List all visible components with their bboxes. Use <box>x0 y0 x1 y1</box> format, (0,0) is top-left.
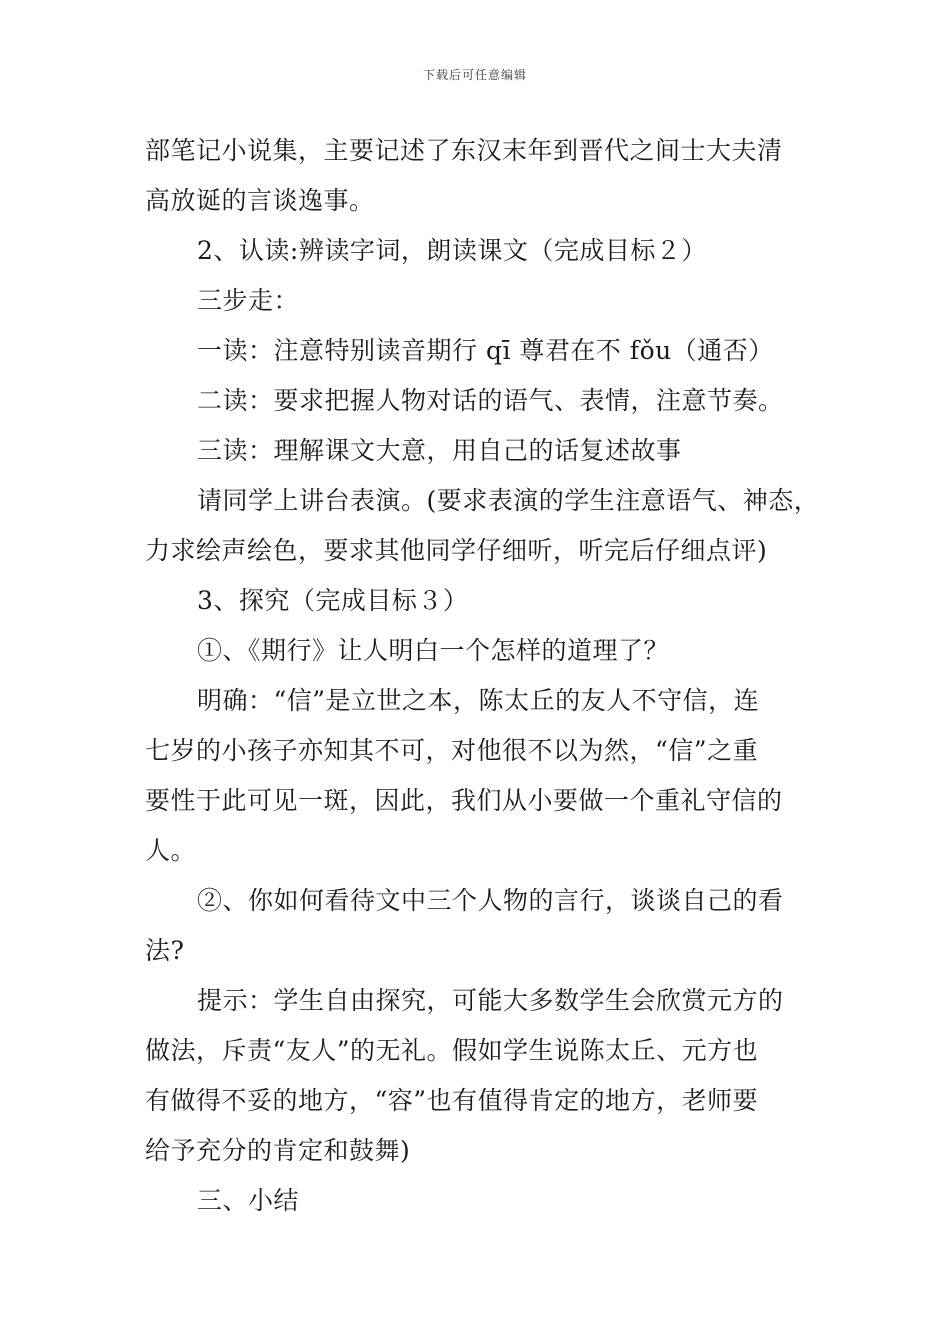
text-line: 三、小结 <box>197 1186 300 1215</box>
text-line: 三步走： <box>197 286 300 315</box>
text-line: 要性于此可见一斑，因此，我们从小要做一个重礼守信的 <box>145 786 783 815</box>
text-line: 2、认读:辨读字词，朗读课文（完成目标２） <box>197 236 707 265</box>
text-line: 请同学上讲台表演。(要求表演的学生注意语气、神态， <box>197 486 820 515</box>
text-line: 七岁的小孩子亦知其不可，对他很不以为然，“信”之重 <box>145 736 759 765</box>
text-line: 法? <box>145 936 185 965</box>
text-line: 力求绘声绘色，要求其他同学仔细听，听完后仔细点评) <box>145 536 768 565</box>
text-line: 3、探究（完成目标３） <box>197 586 469 615</box>
text-line: ②、你如何看待文中三个人物的言行，谈谈自己的看 <box>197 886 784 915</box>
text-line: 二读：要求把握人物对话的语气、表情，注意节奏。 <box>197 386 784 415</box>
text-line: 给予充分的肯定和鼓舞) <box>145 1136 411 1165</box>
text-line: 明确：“信”是立世之本，陈太丘的友人不守信，连 <box>197 686 760 715</box>
document-body <box>145 126 825 1226</box>
text-line: 部笔记小说集，主要记述了东汉末年到晋代之间士大夫清 <box>145 136 783 165</box>
text-line: 三读：理解课文大意，用自己的话复述故事 <box>197 436 682 465</box>
page-header: 下载后可任意编辑 <box>422 68 527 82</box>
text-line: 高放诞的言谈逸事。 <box>145 186 375 215</box>
text-line: 人。 <box>145 836 197 865</box>
text-line: 一读：注意特别读音期行 qī 尊君在不 fǒu（通否） <box>197 336 774 365</box>
text-line: ①、《期行》让人明白一个怎样的道理了？ <box>197 636 670 665</box>
text-line: 有做得不妥的地方，“容”也有值得肯定的地方，老师要 <box>145 1086 759 1115</box>
text-line: 提示：学生自由探究，可能大多数学生会欣赏元方的 <box>197 986 784 1015</box>
text-line: 做法，斥责“友人”的无礼。假如学生说陈太丘、元方也 <box>145 1036 759 1065</box>
